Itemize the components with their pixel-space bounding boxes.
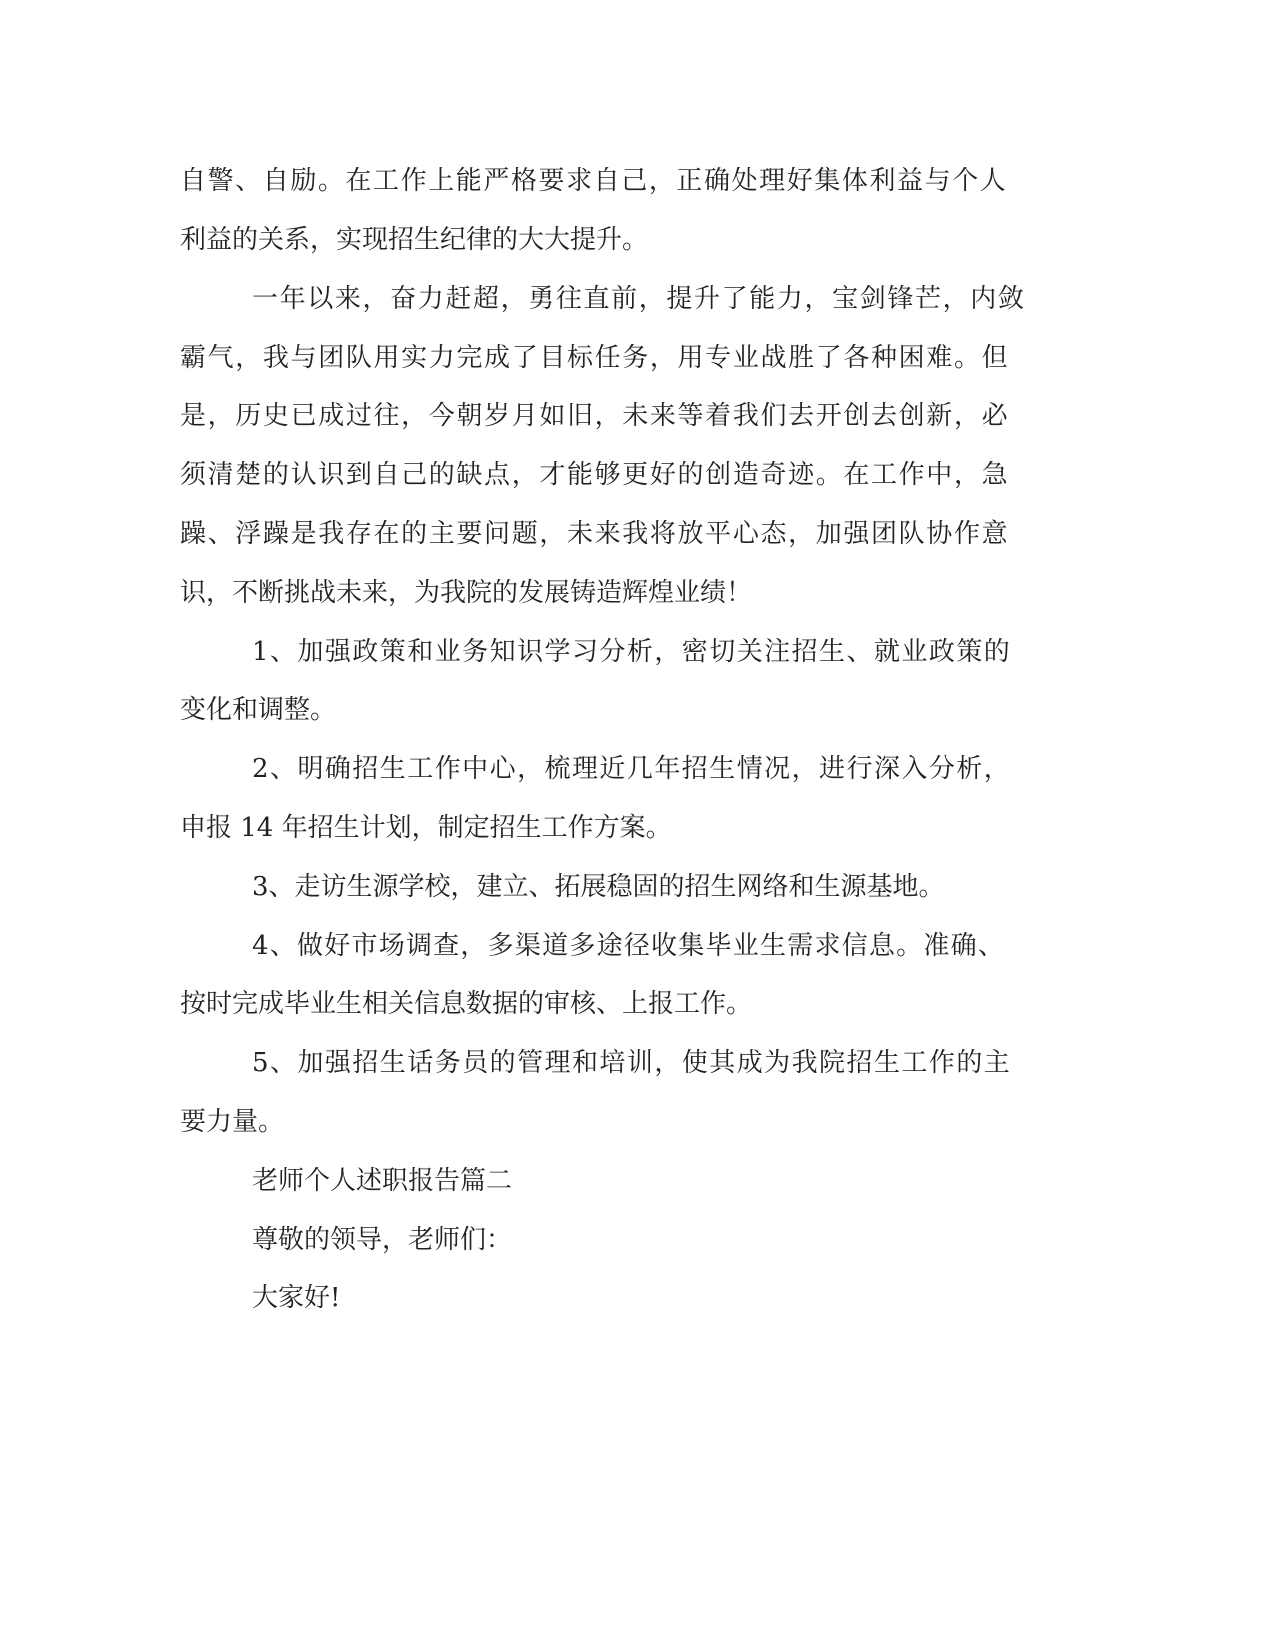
- list-item-line: 5 、 加 强 招 生 话 务 员 的 管 理 和 培 训 ， 使 其 成 为 我 院 招 生 工 作 的 主: [252, 1048, 1010, 1078]
- list-item-line: 要力量。: [180, 1107, 285, 1137]
- paragraph-line: 躁 、 浮 躁 是 我 存 在 的 主 要 问 题 ， 未 来 我 将 放 平 心 态 ， 加 强 团 队 协 作 意: [180, 519, 1008, 549]
- list-item-line: 2 、 明 确 招 生 工 作 中 心 ， 梳 理 近 几 年 招 生 情 况 ， 进 行 深 入 分 析 ，: [252, 754, 1010, 784]
- list-item-line: 申报 14 年招生计划，制定招生工作方案。: [180, 813, 672, 843]
- section-heading: 老师个人述职报告篇二: [252, 1166, 513, 1196]
- list-item-line: 1 、 加 强 政 策 和 业 务 知 识 学 习 分 析 ， 密 切 关 注 招 生 、 就 业 政 策 的: [252, 637, 1010, 667]
- paragraph-line: 利益的关系，实现招生纪律的大大提升。: [180, 225, 649, 255]
- greeting: 大家好!: [252, 1283, 341, 1313]
- paragraph-line: 一 年 以 来 ， 奋 力 赶 超 ， 勇 往 直 前 ， 提 升 了 能 力 ， 宝 剑 锋 芒 ， 内 敛: [252, 284, 1024, 314]
- list-item-line: 变化和调整。: [180, 695, 337, 725]
- salutation: 尊敬的领导，老师们：: [252, 1225, 513, 1255]
- list-item-line: 4 、 做 好 市 场 调 查 ， 多 渠 道 多 途 径 收 集 毕 业 生 需 求 信 息 。 准 确 、: [252, 931, 1004, 961]
- list-item-line: 按时完成毕业生相关信息数据的审核、上报工作。: [180, 989, 753, 1019]
- paragraph-line: 须 清 楚 的 认 识 到 自 己 的 缺 点 ， 才 能 够 更 好 的 创 造 奇 迹 。 在 工 作 中 ， 急: [180, 460, 1008, 490]
- list-item-line: 3、走访生源学校，建立、拓展稳固的招生网络和生源基地。: [252, 872, 945, 902]
- paragraph-line: 是 ， 历 史 已 成 过 往 ， 今 朝 岁 月 如 旧 ， 未 来 等 着 我 们 去 开 创 去 创 新 ， 必: [180, 401, 1008, 431]
- paragraph-line: 霸 气 ， 我 与 团 队 用 实 力 完 成 了 目 标 任 务 ， 用 专 业 战 胜 了 各 种 困 难 。 但: [180, 343, 1008, 373]
- paragraph-line: 自 警 、 自 励 。 在 工 作 上 能 严 格 要 求 自 己 ， 正 确 处 理 好 集 体 利 益 与 个 人: [180, 166, 1006, 196]
- paragraph-line: 识，不断挑战未来，为我院的发展铸造辉煌业绩！: [180, 578, 753, 608]
